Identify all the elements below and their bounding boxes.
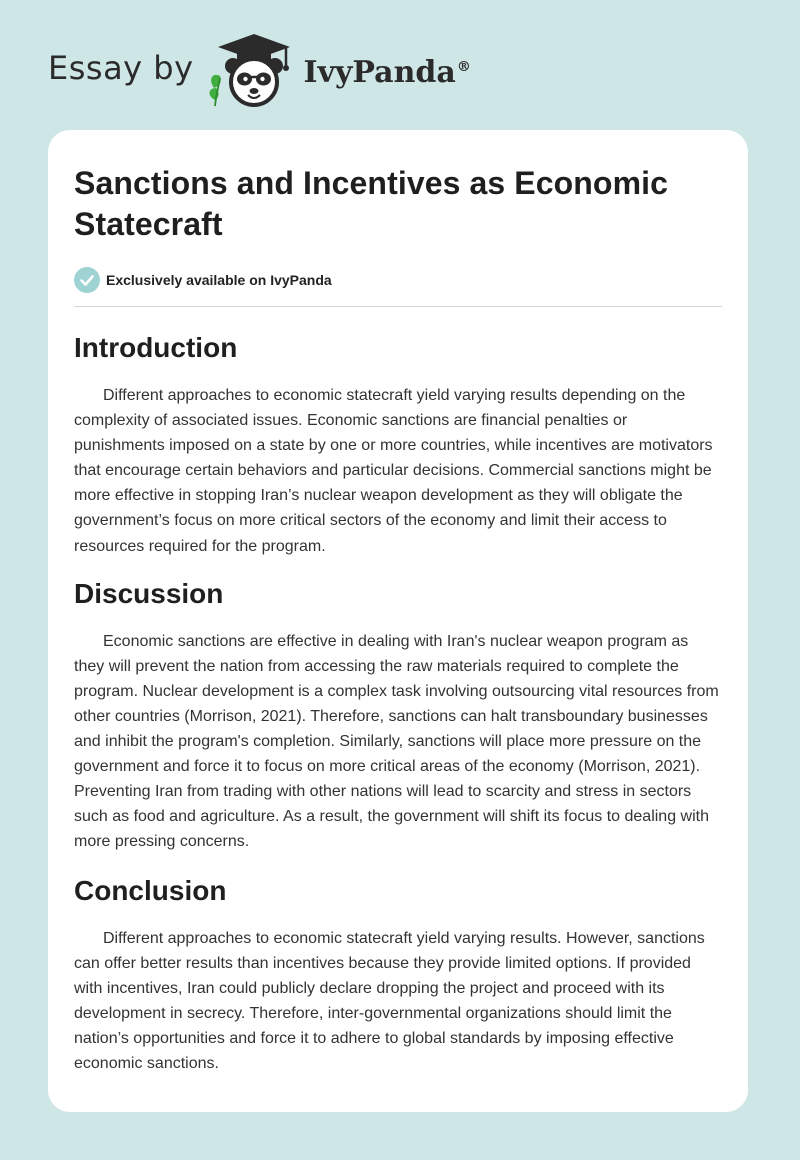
exclusive-label: Exclusively available on IvyPanda [106,272,332,288]
essay-card [48,130,748,1112]
paragraph-introduction: Different approaches to economic statecraft yield varying results depending on the complexity of associated issues. Economic sanctions are financial penalties or punishments imposed on a state by one or more countries, while incentives are motivators that encourage certain behaviors and particular decisions. Commercial sanctions might be more effective in stopping Iran’s nuclear weapon development as they will obligate the government’s focus on more critical sectors of the economy and limit their access to resources required for the program. [74,387,713,555]
paragraph-discussion: Economic sanctions are effective in dealing with Iran's nuclear weapon program as they will prevent the nation from accessing the raw materials required to complete the program. Nuclear development is a complex task involving outsourcing vital resources from other countries (Morrison, 2021). Therefore, sanctions can halt transboundary businesses and inhibit the program's completion. Similarly, sanctions will place more pressure on the government and force it to focus on more critical areas of the economy (Morrison, 2021). Preventing Iran from trading with other nations will lead to scarcity and stress in sectors such as food and agriculture. As a result, the government will shift its focus to dealing with more pressing concerns. [74,632,719,851]
exclusive-badge [74,266,722,294]
panda-logo-icon [206,30,302,110]
section-heading-introduction: Introduction [74,332,238,363]
brand-name [304,55,471,90]
section-discussion [74,577,722,855]
check-circle-icon [74,267,100,293]
title-divider [74,306,722,307]
section-heading-discussion: Discussion [74,577,224,609]
section-conclusion [74,874,722,1077]
registered-mark: ® [456,58,471,75]
brand-prefix: Essay by [48,49,194,87]
section-heading-conclusion: Conclusion [74,874,227,906]
essay-title: Sanctions and Incentives as Economic Statecraft [74,165,669,242]
brand-name-text: IvyPanda [303,54,456,90]
site-header [48,30,471,110]
paragraph-conclusion: Different approaches to economic statecraft yield varying results. However, sanctions can offer better results than incentives because they provide limited options. If provided with incentives, Iran could publicly declare dropping the project and proceed with its development in secrecy. Therefore, inter-governmental organizations should limit the nation’s opportunities and force it to adhere to global standards by imposing effective economic sanctions. [74,929,705,1072]
section-introduction [74,331,722,559]
